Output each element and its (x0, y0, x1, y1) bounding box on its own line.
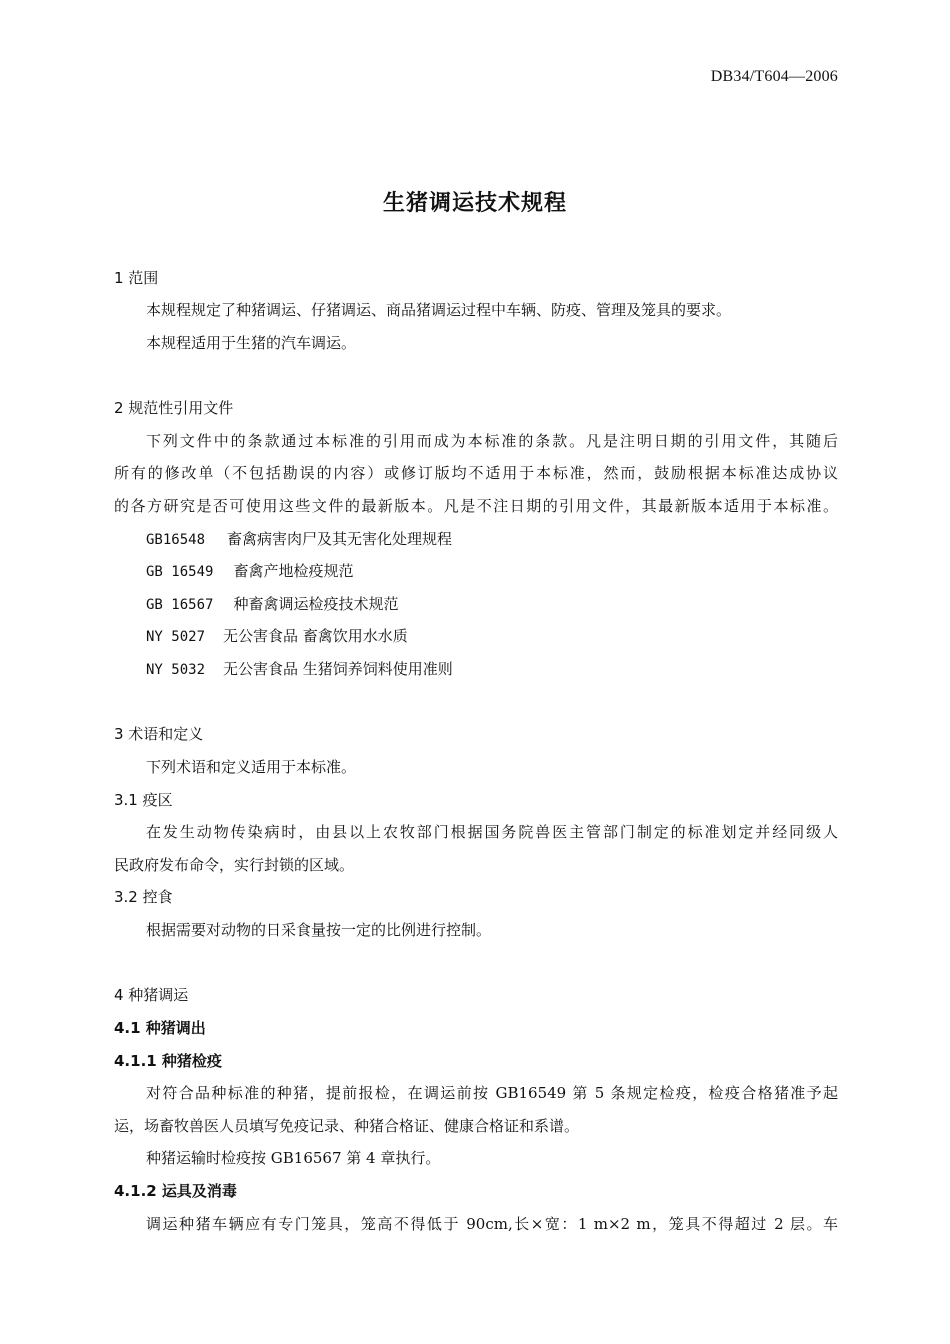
reference-item (146, 529, 838, 550)
section-1-heading: 1 范围 (114, 269, 159, 287)
reference-code: GB 16549 (146, 564, 214, 580)
section-4-1-2-line-1: 调运种猪车辆应有专门笼具，笼高不得低于 90cm,长×宽：1 m×2 m，笼具不得超过 2 层。车 (146, 1215, 838, 1233)
reference-title: 畜禽病害肉尸及其无害化处理规程 (227, 530, 453, 548)
section-2-para-line-1: 下列文件中的条款通过本标准的引用而成为本标准的条款。凡是注明日期的引用文件，其随后 (146, 432, 838, 450)
section-4-1-2-heading: 4.1.2 运具及消毒 (114, 1182, 237, 1200)
reference-title: 无公害食品 畜禽饮用水水质 (223, 627, 408, 645)
reference-code: GB16548 (146, 532, 206, 548)
term-3-2-heading: 3.2 控食 (114, 888, 173, 906)
section-3-para: 下列术语和定义适用于本标准。 (146, 758, 357, 776)
term-3-1-line-2: 民政府发布命令，实行封锁的区域。 (114, 856, 355, 874)
reference-item (146, 594, 838, 615)
term-3-1-line-1: 在发生动物传染病时，由县以上农牧部门根据国务院兽医主管部门制定的标准划定并经同级人 (146, 823, 838, 841)
section-4-1-1-para-2: 种猪运输时检疫按 GB16567 第 4 章执行。 (146, 1149, 441, 1167)
reference-item (146, 659, 838, 680)
reference-code: GB 16567 (146, 597, 214, 613)
section-4-1-1-heading: 4.1.1 种猪检疫 (114, 1052, 222, 1070)
section-2-para-line-3: 的各方研究是否可使用这些文件的最新版本。凡是不注日期的引用文件，其最新版本适用于本标准。 (114, 497, 838, 515)
section-4-1-heading: 4.1 种猪调出 (114, 1019, 206, 1037)
section-2-heading: 2 规范性引用文件 (114, 399, 234, 417)
section-3-heading: 3 术语和定义 (114, 725, 204, 743)
section-4-1-1-line-2: 运，场畜牧兽医人员填写免疫记录、种猪合格证、健康合格证和系谱。 (114, 1117, 580, 1135)
reference-title: 种畜禽调运检疫技术规范 (233, 595, 399, 613)
reference-title: 无公害食品 生猪饲养饲料使用准则 (223, 660, 453, 678)
document-title: 生猪调运技术规程 (382, 191, 567, 216)
reference-item (146, 561, 838, 582)
section-4-heading: 4 种猪调运 (114, 986, 189, 1004)
reference-item (146, 626, 838, 647)
section-1-para-2: 本规程适用于生猪的汽车调运。 (146, 334, 357, 352)
section-4-1-1-line-1: 对符合品种标准的种猪，提前报检，在调运前按 GB16549 第 5 条规定检疫，检疫合格猪准予起 (146, 1084, 838, 1102)
standard-code: DB34/T604—2006 (710, 68, 838, 85)
reference-title: 畜禽产地检疫规范 (233, 562, 354, 580)
term-3-1-heading: 3.1 疫区 (114, 791, 173, 809)
term-3-2-para: 根据需要对动物的日采食量按一定的比例进行控制。 (146, 921, 492, 939)
section-1-para-1: 本规程规定了种猪调运、仔猪调运、商品猪调运过程中车辆、防疫、管理及笼具的要求。 (146, 301, 732, 319)
section-2-para-line-2: 所有的修改单（不包括勘误的内容）或修订版均不适用于本标准，然而，鼓励根据本标准达成协议 (114, 464, 838, 482)
reference-code: NY 5032 (146, 662, 206, 678)
reference-code: NY 5027 (146, 629, 206, 645)
